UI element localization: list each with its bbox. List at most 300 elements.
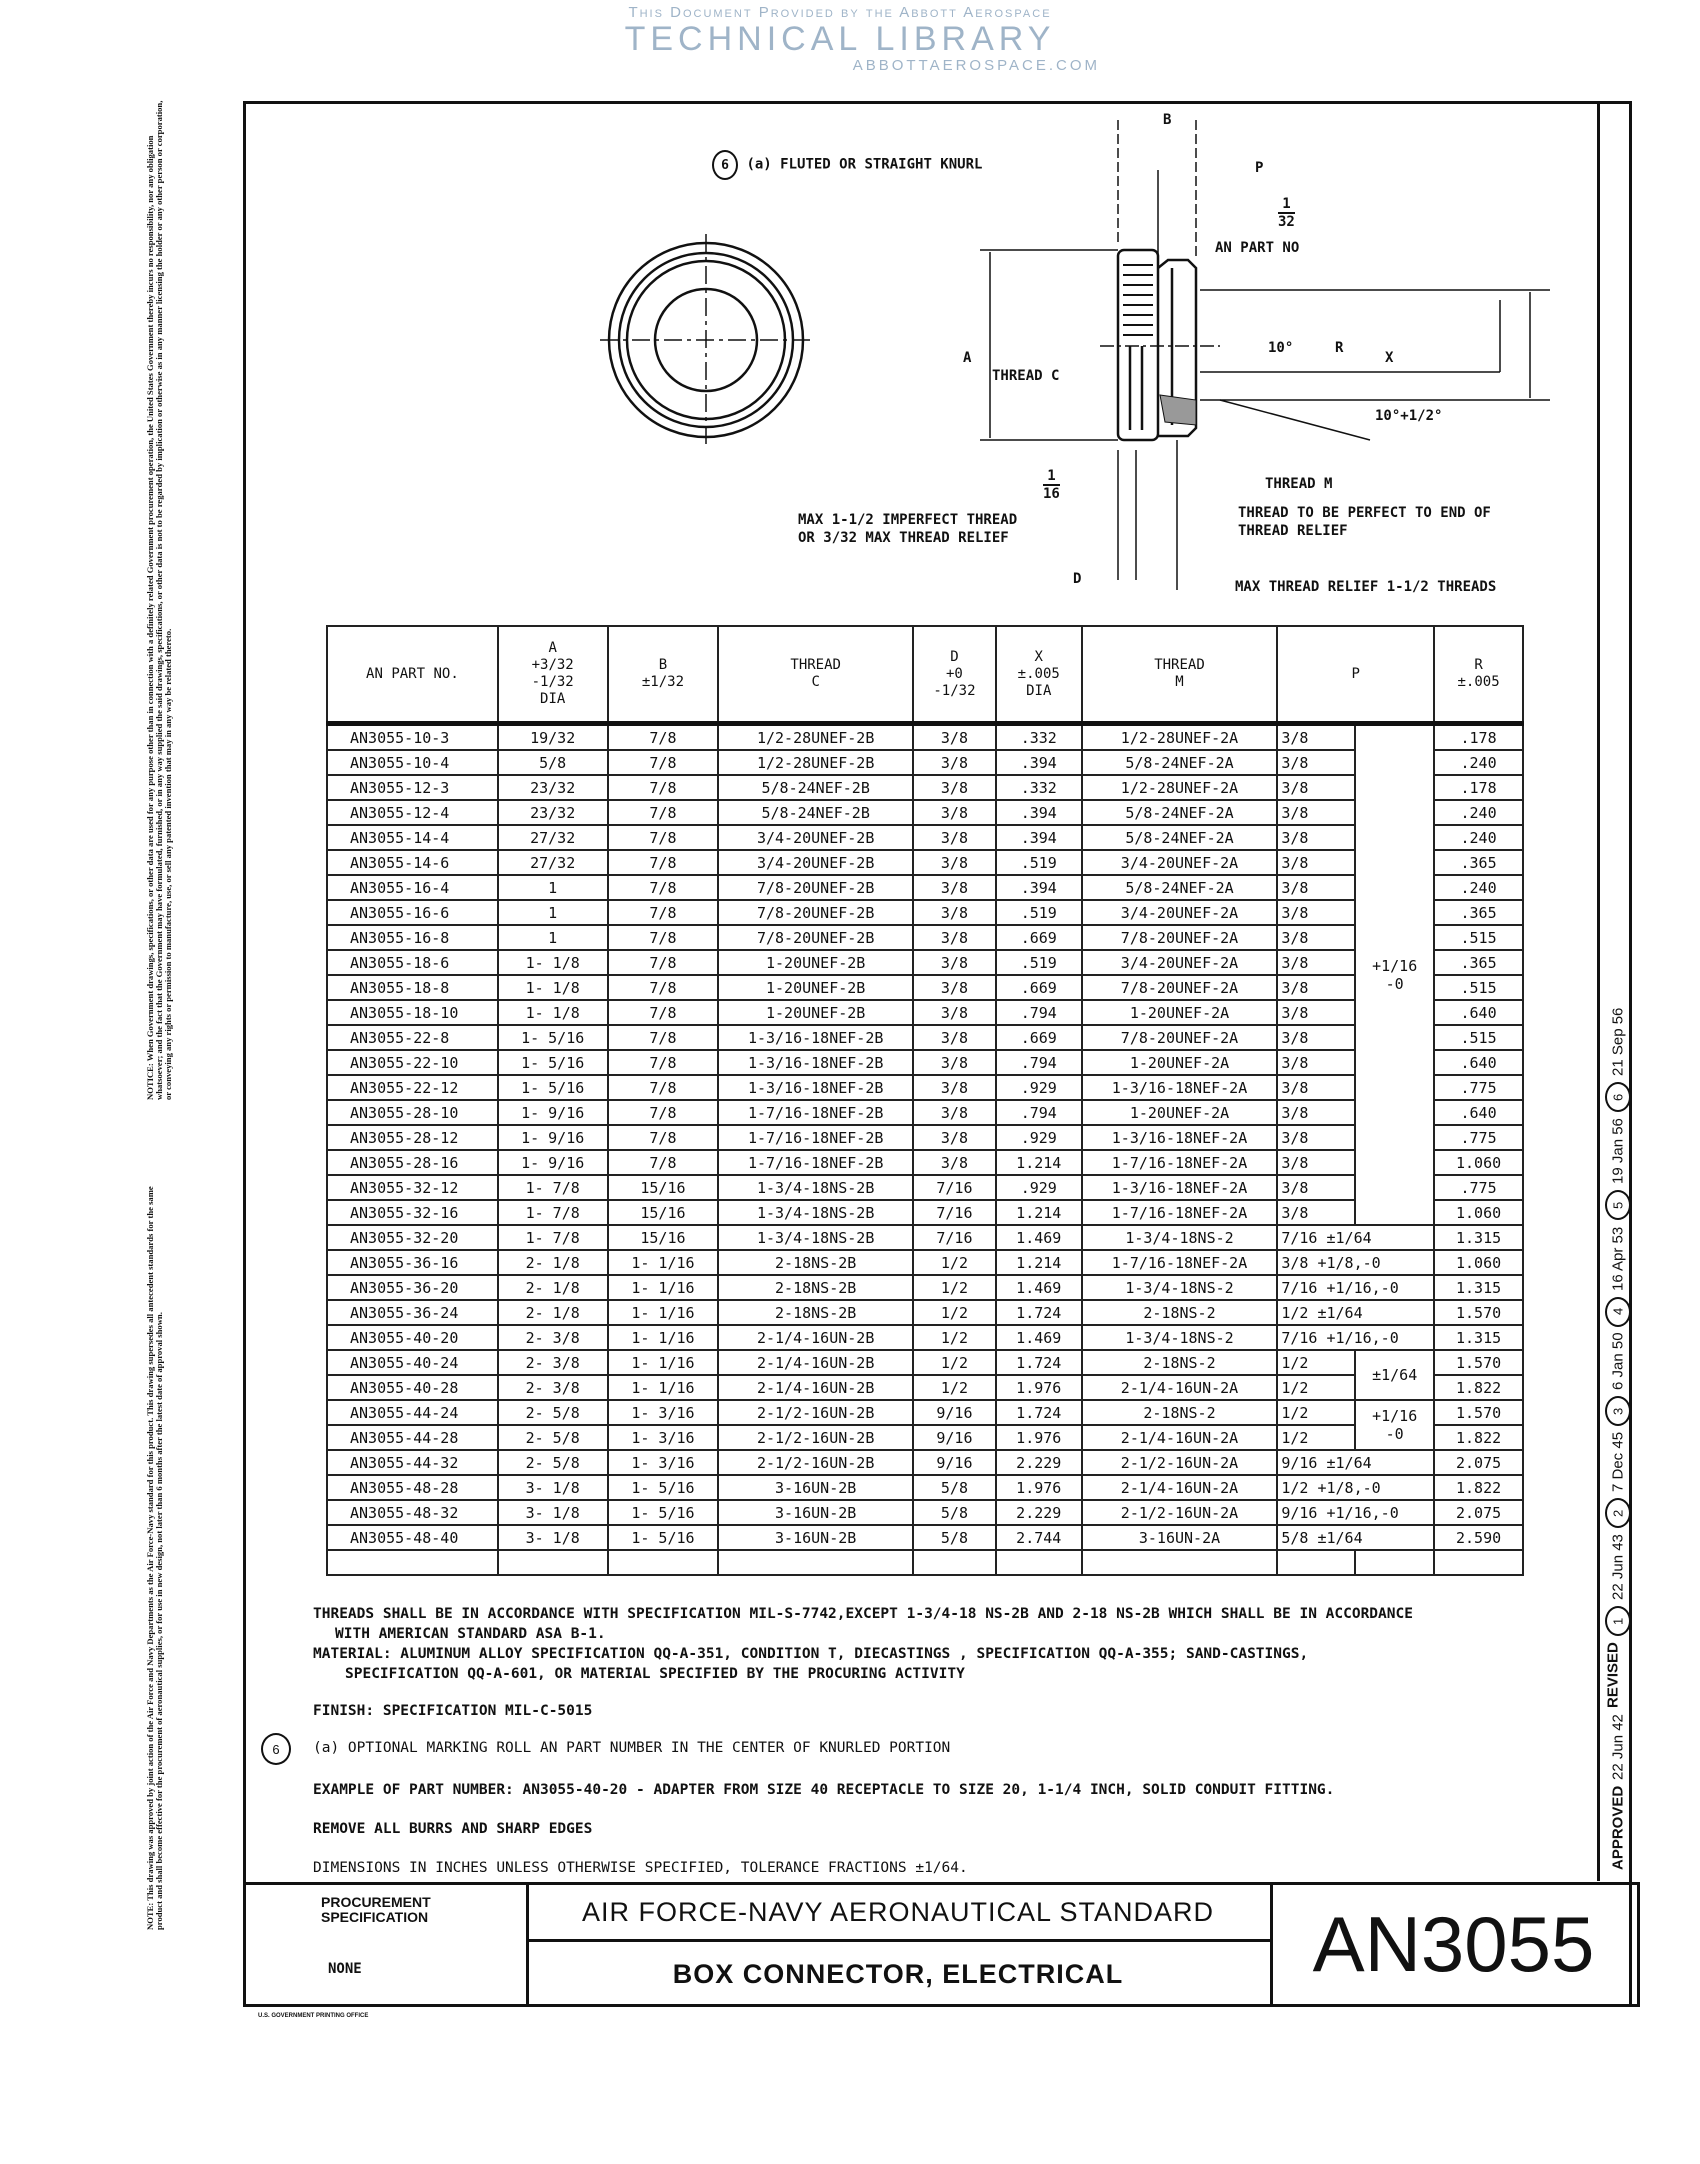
cell-b: 1- 5/16 [608, 1525, 719, 1550]
cell-a: 3- 1/8 [498, 1475, 608, 1500]
cell-d: 3/8 [913, 925, 996, 950]
cell-a: 1- 1/8 [498, 1000, 608, 1025]
note-dimensions: DIMENSIONS IN INCHES UNLESS OTHERWISE SPECIFIED, TOLERANCE FRACTIONS ±1/64. [313, 1860, 968, 1876]
cell-r: 2.075 [1434, 1450, 1523, 1475]
cell-b: 1- 3/16 [608, 1425, 719, 1450]
cell-empty [327, 1550, 498, 1575]
table-row [327, 950, 1523, 975]
cell-x: 1.469 [996, 1325, 1082, 1350]
cell-empty [498, 1550, 608, 1575]
cell-empty [913, 1550, 996, 1575]
cell-r: .240 [1434, 875, 1523, 900]
cell-thread-c: 1-7/16-18NEF-2B [718, 1150, 913, 1175]
cell-p: 3/8 [1277, 1200, 1355, 1225]
cell-r: 1.570 [1434, 1300, 1523, 1325]
cell-b: 7/8 [608, 825, 719, 850]
cell-thread-c: 7/8-20UNEF-2B [718, 900, 913, 925]
cell-b: 7/8 [608, 750, 719, 775]
cell-a: 1- 1/8 [498, 975, 608, 1000]
cell-x: .394 [996, 875, 1082, 900]
cell-r: .640 [1434, 1000, 1523, 1025]
cell-part-no: AN3055-14-6 [327, 850, 498, 875]
cell-p: 3/8 [1277, 1050, 1355, 1075]
cell-thread-m: 3/4-20UNEF-2A [1082, 850, 1278, 875]
header-b: B ±1/32 [608, 626, 719, 724]
cell-d: 1/2 [913, 1325, 996, 1350]
cell-x: .669 [996, 1025, 1082, 1050]
cell-empty [1355, 1550, 1434, 1575]
table-row [327, 875, 1523, 900]
header-part-no: AN PART NO. [327, 626, 498, 724]
cell-b: 1- 1/16 [608, 1275, 719, 1300]
cell-b: 1- 1/16 [608, 1250, 719, 1275]
cell-empty [996, 1550, 1082, 1575]
cell-part-no: AN3055-22-12 [327, 1075, 498, 1100]
cell-b: 7/8 [608, 1125, 719, 1150]
cell-a: 23/32 [498, 800, 608, 825]
cell-r: 1.822 [1434, 1425, 1523, 1450]
cell-d: 3/8 [913, 1000, 996, 1025]
revision-date: 22 Jun 43 [1609, 1534, 1627, 1601]
cell-x: 1.724 [996, 1400, 1082, 1425]
table-row [327, 1475, 1523, 1500]
note-example: EXAMPLE OF PART NUMBER: AN3055-40-20 - ADAPTER FROM SIZE 40 RECEPTACLE TO SIZE 20, 1-1/4 INCH, SOLID CONDUIT FITTING. [313, 1782, 1335, 1798]
cell-p: 3/8 [1277, 1125, 1355, 1150]
cell-thread-m: 1-7/16-18NEF-2A [1082, 1150, 1278, 1175]
cell-thread-m: 2-1/2-16UN-2A [1082, 1450, 1278, 1475]
cell-thread-c: 2-1/4-16UN-2B [718, 1350, 913, 1375]
cell-thread-m: 1-20UNEF-2A [1082, 1050, 1278, 1075]
table-row [327, 850, 1523, 875]
cell-b: 7/8 [608, 950, 719, 975]
cell-p: 1/2 [1277, 1350, 1355, 1375]
cell-x: .929 [996, 1175, 1082, 1200]
cell-b: 7/8 [608, 1050, 719, 1075]
table-row [327, 975, 1523, 1000]
cell-thread-m: 5/8-24NEF-2A [1082, 800, 1278, 825]
table-row [327, 1325, 1523, 1350]
table-row [327, 750, 1523, 775]
watermark-line1: This Document Provided by the Abbott Aerospace [628, 4, 1052, 21]
cell-b: 1- 3/16 [608, 1400, 719, 1425]
angle-tolerance: 10°+1/2° [1375, 408, 1443, 424]
note-threads-2: WITH AMERICAN STANDARD ASA B-1. [335, 1626, 606, 1642]
table-row [327, 1125, 1523, 1150]
cell-x: .794 [996, 1000, 1082, 1025]
cell-x: 1.214 [996, 1150, 1082, 1175]
dim-1-16: 1 16 [1043, 468, 1060, 502]
cell-a: 2- 3/8 [498, 1375, 608, 1400]
cell-r: .515 [1434, 925, 1523, 950]
cell-p: 3/8 [1277, 950, 1355, 975]
cell-p: 3/8 [1277, 975, 1355, 1000]
cell-d: 1/2 [913, 1250, 996, 1275]
cell-x: .332 [996, 775, 1082, 800]
cell-d: 5/8 [913, 1475, 996, 1500]
cell-r: .640 [1434, 1100, 1523, 1125]
cell-b: 7/8 [608, 925, 719, 950]
cell-a: 1- 1/8 [498, 950, 608, 975]
cell-d: 3/8 [913, 850, 996, 875]
cell-p: 5/8 ±1/64 [1277, 1525, 1434, 1550]
cell-thread-c: 7/8-20UNEF-2B [718, 925, 913, 950]
cell-thread-c: 1-3/4-18NS-2B [718, 1225, 913, 1250]
cell-thread-m: 1-20UNEF-2A [1082, 1000, 1278, 1025]
cell-p: 3/8 [1277, 900, 1355, 925]
document-number: AN3055 [1312, 1900, 1595, 1988]
cell-thread-c: 2-1/4-16UN-2B [718, 1325, 913, 1350]
printer-mark: U.S. GOVERNMENT PRINTING OFFICE [258, 2013, 369, 2019]
cell-p: 3/8 [1277, 825, 1355, 850]
cell-d: 3/8 [913, 1125, 996, 1150]
cell-a: 3- 1/8 [498, 1525, 608, 1550]
cell-b: 7/8 [608, 975, 719, 1000]
cell-part-no: AN3055-44-28 [327, 1425, 498, 1450]
cell-b: 15/16 [608, 1200, 719, 1225]
table-row [327, 1025, 1523, 1050]
thread-m-label: THREAD M [1265, 476, 1333, 492]
cell-thread-c: 3/4-20UNEF-2B [718, 825, 913, 850]
table-row [327, 1525, 1523, 1550]
cell-r: .515 [1434, 1025, 1523, 1050]
cell-p: 1/2 [1277, 1425, 1355, 1450]
table-row [327, 825, 1523, 850]
cell-p: 3/8 [1277, 724, 1355, 751]
cell-d: 3/8 [913, 724, 996, 751]
cell-thread-c: 1-3/16-18NEF-2B [718, 1025, 913, 1050]
cell-p-tolerance: ±1/64 [1355, 1350, 1434, 1400]
perfect-thread-note-2: THREAD RELIEF [1238, 523, 1348, 539]
header-a: A +3/32 -1/32 DIA [498, 626, 608, 724]
connector-drawing [560, 110, 1580, 610]
cell-b: 15/16 [608, 1175, 719, 1200]
cell-p: 3/8 [1277, 1000, 1355, 1025]
cell-b: 7/8 [608, 800, 719, 825]
procurement-label: PROCUREMENT SPECIFICATION [321, 1894, 431, 1925]
cell-a: 1- 7/8 [498, 1225, 608, 1250]
cell-d: 3/8 [913, 800, 996, 825]
cell-x: .394 [996, 825, 1082, 850]
revision-date: 7 Dec 45 [1609, 1432, 1627, 1493]
cell-r: 1.060 [1434, 1250, 1523, 1275]
cell-empty [608, 1550, 719, 1575]
cell-a: 19/32 [498, 724, 608, 751]
header-thread-c: THREAD C [718, 626, 913, 724]
cell-p: 7/16 ±1/64 [1277, 1225, 1434, 1250]
cell-a: 1- 5/16 [498, 1050, 608, 1075]
cell-p: 7/16 +1/16,-0 [1277, 1275, 1434, 1300]
cell-p: 3/8 +1/8,-0 [1277, 1250, 1434, 1275]
table-row [327, 1425, 1523, 1450]
cell-r: .775 [1434, 1125, 1523, 1150]
watermark-line3: ABBOTTAEROSPACE.COM [852, 57, 1100, 74]
table-row [327, 1400, 1523, 1425]
cell-x: 1.724 [996, 1350, 1082, 1375]
table-row [327, 1050, 1523, 1075]
cell-p: 1/2 +1/8,-0 [1277, 1475, 1434, 1500]
note-material: MATERIAL: ALUMINUM ALLOY SPECIFICATION QQ-A-351, CONDITION T, DIECASTINGS , SPECIFICATION QQ-A-355; SAND-CASTINGS, [313, 1646, 1309, 1662]
cell-d: 7/16 [913, 1200, 996, 1225]
cell-p: 3/8 [1277, 1175, 1355, 1200]
cell-thread-c: 1-20UNEF-2B [718, 1000, 913, 1025]
government-notice: NOTICE: When Government drawings, specifications, or other data are used for any purpose other than in connection with a definitely related Government procurement operation, the United States Government thereby incurs no responsibility, nor any obligation whatsoever; and the fact that the Government may have formulated, furnished, or in any way supplied the said drawings, specifications, or other data is not to be regarded by implication or otherwise as in any manner licensing the holder or any other person or corporation, or conveying any rights or permission to manufacture, use, or sell any patented invention that may in any way be related thereto. [145, 100, 173, 1100]
cell-x: .669 [996, 925, 1082, 950]
table-row [327, 900, 1523, 925]
header-thread-m: THREAD M [1082, 626, 1278, 724]
cell-thread-m: 7/8-20UNEF-2A [1082, 1025, 1278, 1050]
cell-a: 1- 7/8 [498, 1200, 608, 1225]
revision-number: 2 [1605, 1498, 1631, 1528]
standard-title: AIR FORCE-NAVY AERONAUTICAL STANDARD [526, 1885, 1270, 1942]
note-burrs: REMOVE ALL BURRS AND SHARP EDGES [313, 1821, 593, 1837]
cell-empty [718, 1550, 913, 1575]
cell-r: 1.315 [1434, 1275, 1523, 1300]
cell-a: 5/8 [498, 750, 608, 775]
revision-date: 19 Jan 56 [1609, 1118, 1627, 1185]
cell-x: 1.214 [996, 1250, 1082, 1275]
cell-r: .178 [1434, 775, 1523, 800]
cell-a: 1 [498, 875, 608, 900]
dim-a: A [963, 350, 972, 366]
title-block [243, 1882, 1640, 2007]
cell-thread-c: 3-16UN-2B [718, 1475, 913, 1500]
note-marking: (a) OPTIONAL MARKING ROLL AN PART NUMBER IN THE CENTER OF KNURLED PORTION [313, 1740, 951, 1756]
cell-b: 7/8 [608, 1150, 719, 1175]
cell-p: 3/8 [1277, 800, 1355, 825]
cell-d: 1/2 [913, 1350, 996, 1375]
cell-d: 3/8 [913, 1025, 996, 1050]
table-row [327, 1250, 1523, 1275]
cell-x: .519 [996, 900, 1082, 925]
cell-thread-m: 2-18NS-2 [1082, 1300, 1278, 1325]
cell-a: 27/32 [498, 850, 608, 875]
cell-x: 1.469 [996, 1225, 1082, 1250]
cell-p-tolerance: +1/16 -0 [1355, 1400, 1434, 1450]
cell-x: .929 [996, 1075, 1082, 1100]
cell-r: .365 [1434, 950, 1523, 975]
cell-a: 2- 5/8 [498, 1400, 608, 1425]
cell-a: 1- 5/16 [498, 1075, 608, 1100]
cell-x: 1.469 [996, 1275, 1082, 1300]
cell-p-tolerance: +1/16 -0 [1355, 724, 1434, 1226]
cell-x: 1.976 [996, 1375, 1082, 1400]
table-row [327, 1225, 1523, 1250]
cell-thread-c: 3/4-20UNEF-2B [718, 850, 913, 875]
cell-b: 7/8 [608, 1025, 719, 1050]
cell-thread-m: 2-1/4-16UN-2A [1082, 1375, 1278, 1400]
cell-d: 3/8 [913, 950, 996, 975]
cell-a: 2- 1/8 [498, 1300, 608, 1325]
cell-b: 1- 5/16 [608, 1475, 719, 1500]
cell-thread-c: 2-1/2-16UN-2B [718, 1425, 913, 1450]
cell-thread-m: 3/4-20UNEF-2A [1082, 900, 1278, 925]
cell-thread-c: 3-16UN-2B [718, 1500, 913, 1525]
cell-x: .669 [996, 975, 1082, 1000]
procurement-cell [246, 1885, 529, 2004]
cell-d: 9/16 [913, 1425, 996, 1450]
cell-p: 3/8 [1277, 1100, 1355, 1125]
cell-thread-m: 2-1/4-16UN-2A [1082, 1475, 1278, 1500]
cell-r: .365 [1434, 900, 1523, 925]
revision-number: 3 [1605, 1396, 1631, 1426]
cell-b: 7/8 [608, 1075, 719, 1100]
revision-6-marker: 6 [712, 150, 738, 180]
cell-a: 2- 3/8 [498, 1325, 608, 1350]
cell-a: 1- 9/16 [498, 1100, 608, 1125]
cell-r: 2.590 [1434, 1525, 1523, 1550]
table-row [327, 724, 1523, 751]
note-material-2: SPECIFICATION QQ-A-601, OR MATERIAL SPECIFIED BY THE PROCURING ACTIVITY [345, 1666, 965, 1682]
cell-r: .365 [1434, 850, 1523, 875]
cell-a: 27/32 [498, 825, 608, 850]
cell-thread-c: 2-18NS-2B [718, 1250, 913, 1275]
cell-r: 1.822 [1434, 1475, 1523, 1500]
perfect-thread-note: THREAD TO BE PERFECT TO END OF [1238, 505, 1491, 521]
cell-thread-c: 2-18NS-2B [718, 1275, 913, 1300]
cell-b: 1- 3/16 [608, 1450, 719, 1475]
cell-part-no: AN3055-22-8 [327, 1025, 498, 1050]
cell-thread-c: 1-20UNEF-2B [718, 975, 913, 1000]
watermark [560, 4, 1120, 74]
cell-part-no: AN3055-36-16 [327, 1250, 498, 1275]
cell-a: 1 [498, 900, 608, 925]
cell-thread-m: 7/8-20UNEF-2A [1082, 975, 1278, 1000]
table-row [327, 775, 1523, 800]
cell-thread-m: 1-3/16-18NEF-2A [1082, 1175, 1278, 1200]
table-row [327, 1300, 1523, 1325]
an-part-no-label: AN PART NO [1215, 240, 1300, 256]
cell-r: 1.060 [1434, 1200, 1523, 1225]
approved-label: APPROVED [1609, 1785, 1627, 1870]
cell-p: 3/8 [1277, 850, 1355, 875]
note-marking-revision: 6 [261, 1733, 291, 1765]
cell-r: .515 [1434, 975, 1523, 1000]
cell-part-no: AN3055-32-20 [327, 1225, 498, 1250]
cell-b: 1- 1/16 [608, 1325, 719, 1350]
cell-thread-m: 1-3/16-18NEF-2A [1082, 1125, 1278, 1150]
cell-p: 7/16 +1/16,-0 [1277, 1325, 1434, 1350]
header-d: D +0 -1/32 [913, 626, 996, 724]
cell-thread-c: 1-7/16-18NEF-2B [718, 1100, 913, 1125]
cell-x: 2.229 [996, 1450, 1082, 1475]
cell-thread-m: 1-3/16-18NEF-2A [1082, 1075, 1278, 1100]
cell-part-no: AN3055-44-24 [327, 1400, 498, 1425]
cell-thread-m: 3/4-20UNEF-2A [1082, 950, 1278, 975]
cell-thread-c: 2-1/4-16UN-2B [718, 1375, 913, 1400]
cell-part-no: AN3055-16-6 [327, 900, 498, 925]
cell-part-no: AN3055-16-4 [327, 875, 498, 900]
cell-d: 5/8 [913, 1525, 996, 1550]
cell-b: 7/8 [608, 850, 719, 875]
cell-b: 7/8 [608, 875, 719, 900]
table-row [327, 1350, 1523, 1375]
front-view [600, 234, 812, 446]
revision-date: 6 Jan 50 [1609, 1332, 1627, 1391]
cell-r: 1.570 [1434, 1400, 1523, 1425]
cell-thread-c: 2-1/2-16UN-2B [718, 1450, 913, 1475]
dim-d: D [1073, 571, 1082, 587]
cell-p: 1/2 [1277, 1375, 1355, 1400]
cell-r: 1.060 [1434, 1150, 1523, 1175]
cell-d: 3/8 [913, 825, 996, 850]
cell-empty [1277, 1550, 1355, 1575]
table-row [327, 1375, 1523, 1400]
cell-part-no: AN3055-18-8 [327, 975, 498, 1000]
cell-d: 1/2 [913, 1275, 996, 1300]
cell-thread-m: 7/8-20UNEF-2A [1082, 925, 1278, 950]
cell-thread-m: 1/2-28UNEF-2A [1082, 724, 1278, 751]
cell-x: 2.229 [996, 1500, 1082, 1525]
cell-part-no: AN3055-12-3 [327, 775, 498, 800]
cell-thread-c: 2-1/2-16UN-2B [718, 1400, 913, 1425]
imperfect-thread-note-2: OR 3/32 MAX THREAD RELIEF [798, 530, 1009, 546]
cell-part-no: AN3055-36-24 [327, 1300, 498, 1325]
cell-x: .794 [996, 1100, 1082, 1125]
header-x: X ±.005 DIA [996, 626, 1082, 724]
cell-d: 5/8 [913, 1500, 996, 1525]
cell-p: 3/8 [1277, 875, 1355, 900]
cell-r: .178 [1434, 724, 1523, 751]
cell-r: .775 [1434, 1175, 1523, 1200]
dim-x: X [1385, 350, 1394, 366]
cell-b: 7/8 [608, 1000, 719, 1025]
cell-thread-m: 1-20UNEF-2A [1082, 1100, 1278, 1125]
cell-part-no: AN3055-32-16 [327, 1200, 498, 1225]
table-row [327, 1075, 1523, 1100]
revision-date: 16 Apr 53 [1609, 1226, 1627, 1291]
cell-thread-c: 1-3/4-18NS-2B [718, 1175, 913, 1200]
cell-part-no: AN3055-48-32 [327, 1500, 498, 1525]
cell-d: 3/8 [913, 875, 996, 900]
cell-a: 1- 9/16 [498, 1125, 608, 1150]
table-row-blank [327, 1550, 1523, 1575]
cell-part-no: AN3055-28-16 [327, 1150, 498, 1175]
cell-x: 1.214 [996, 1200, 1082, 1225]
cell-part-no: AN3055-28-12 [327, 1125, 498, 1150]
cell-empty [1082, 1550, 1278, 1575]
cell-p: 3/8 [1277, 750, 1355, 775]
cell-thread-m: 1-3/4-18NS-2 [1082, 1225, 1278, 1250]
cell-thread-m: 1-7/16-18NEF-2A [1082, 1250, 1278, 1275]
cell-thread-m: 1-3/4-18NS-2 [1082, 1275, 1278, 1300]
revised-label: REVISED [1604, 1642, 1622, 1708]
revision-number: 1 [1605, 1606, 1631, 1636]
cell-x: .519 [996, 850, 1082, 875]
approval-note: NOTE: This drawing was approved by joint action of the Air Force and Navy Departments as the Air Force-Navy standard for this product. This drawing supersedes all antecedent standards for the same product and shall become effective for the procurement of aeronautical supplies, or for use in new design, not later than 6 months after the latest date of approval shown. [145, 1186, 164, 1930]
procurement-value: NONE [328, 1961, 362, 1977]
cell-d: 7/16 [913, 1225, 996, 1250]
cell-p: 3/8 [1277, 775, 1355, 800]
cell-part-no: AN3055-36-20 [327, 1275, 498, 1300]
revision-number: 4 [1605, 1297, 1631, 1327]
cell-b: 7/8 [608, 724, 719, 751]
revision-number: 6 [1605, 1082, 1631, 1112]
cell-thread-c: 5/8-24NEF-2B [718, 775, 913, 800]
cell-x: .394 [996, 750, 1082, 775]
cell-thread-m: 2-1/2-16UN-2A [1082, 1500, 1278, 1525]
cell-d: 3/8 [913, 1050, 996, 1075]
cell-p: 1/2 [1277, 1400, 1355, 1425]
table-row [327, 1100, 1523, 1125]
cell-d: 3/8 [913, 1150, 996, 1175]
cell-a: 1- 7/8 [498, 1175, 608, 1200]
cell-a: 1- 5/16 [498, 1025, 608, 1050]
cell-x: 1.976 [996, 1425, 1082, 1450]
dim-1-32: 1 32 [1278, 196, 1295, 230]
header-r: R ±.005 [1434, 626, 1523, 724]
cell-r: .775 [1434, 1075, 1523, 1100]
cell-x: .519 [996, 950, 1082, 975]
